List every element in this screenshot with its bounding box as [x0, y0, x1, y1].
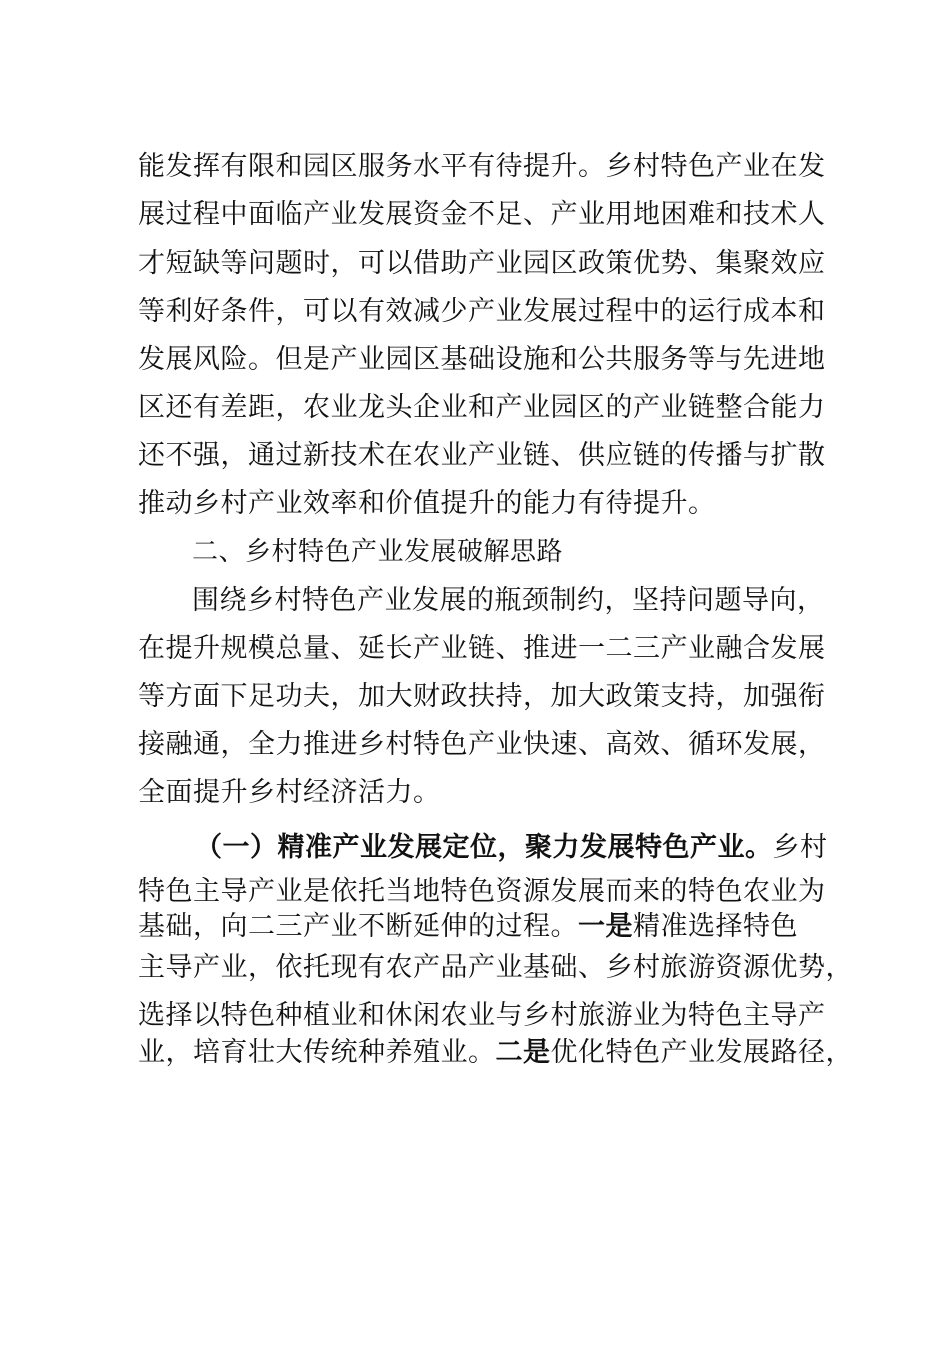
paragraph3-line-2: 特色主导产业是依托当地特色资源发展而来的特色农业为 — [138, 876, 826, 907]
paragraph3-line-5: 选择以特色种植业和休闲农业与乡村旅游业为特色主导产 — [138, 1000, 826, 1031]
paragraph2-line-4: 接融通，全力推进乡村特色产业快速、高效、循环发展， — [138, 729, 826, 760]
paragraph3-line-3-text-a: 基础，向二三产业不断延伸的过程。 — [138, 911, 578, 942]
paragraph2-line-3: 等方面下足功夫，加大财政扶持，加大政策支持，加强衔 — [138, 681, 826, 712]
paragraph3-line-6 — [138, 1036, 853, 1070]
paragraph3-line-1-text: 乡村 — [772, 832, 828, 863]
paragraph1-line-7: 还不强，通过新技术在农业产业链、供应链的传播与扩散 — [138, 440, 826, 471]
point-two-label: 二是 — [495, 1037, 551, 1068]
paragraph1-line-5: 发展风险。但是产业园区基础设施和公共服务等与先进地 — [138, 344, 826, 375]
paragraph2-line-1: 围绕乡村特色产业发展的瓶颈制约，坚持问题导向， — [192, 585, 825, 616]
point-one-label: 一是 — [578, 911, 633, 942]
paragraph2-line-5: 全面提升乡村经济活力。 — [138, 777, 441, 808]
paragraph1-line-1: 能发挥有限和园区服务水平有待提升。乡村特色产业在发 — [138, 151, 826, 182]
paragraph2-line-2: 在提升规模总量、延长产业链、推进一二三产业融合发展 — [138, 633, 826, 664]
paragraph3-line-3-text-b: 精准选择特色 — [633, 911, 798, 942]
paragraph1-line-8: 推动乡村产业效率和价值提升的能力有待提升。 — [138, 488, 716, 519]
paragraph3-line-3 — [138, 910, 828, 944]
paragraph1-line-3: 才短缺等问题时，可以借助产业园区政策优势、集聚效应 — [138, 248, 826, 279]
paragraph3-line-1 — [195, 831, 828, 865]
paragraph1-line-6: 区还有差距，农业龙头企业和产业园区的产业链整合能力 — [138, 392, 826, 423]
paragraph1-line-2: 展过程中面临产业发展资金不足、产业用地困难和技术人 — [138, 199, 826, 230]
paragraph3-line-6-text-a: 业，培育壮大传统种养殖业。 — [138, 1037, 496, 1068]
paragraph3-line-6-text-b: 优化特色产业发展路径， — [550, 1037, 853, 1068]
section-heading: 二、乡村特色产业发展破解思路 — [192, 537, 564, 567]
paragraph3-line-4: 主导产业，依托现有农产品产业基础、乡村旅游资源优势， — [138, 952, 853, 983]
paragraph1-line-4: 等利好条件，可以有效减少产业发展过程中的运行成本和 — [138, 296, 826, 327]
subsection-heading: （一）精准产业发展定位，聚力发展特色产业。 — [195, 832, 773, 863]
